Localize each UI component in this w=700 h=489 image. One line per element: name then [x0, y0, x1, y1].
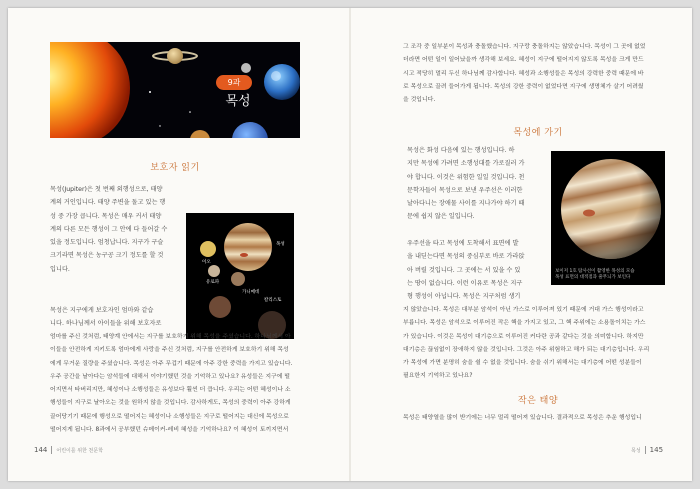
text-line: 계의 거인입니다. 태양 주변을 돌고 있는 행 — [50, 199, 166, 207]
text-line — [407, 224, 545, 237]
paragraph-1 — [50, 183, 182, 276]
figure-label-callisto: 칼리스토 — [264, 298, 282, 303]
text-line: 부릅니다. 목성은 암석으로 이루어진 작은 핵을 가지고 있고, 그 핵 주위에는 소용돌이치는 가스 — [403, 320, 646, 327]
text-line: 야 합니다. 이것은 위험한 일일 것입니다. 천 — [407, 173, 525, 181]
text-line: 엄마를 주신 것처럼, 태양계 안에서는 지구를 보호하기 위해 목성을 주셨습니다. 하나님께서 아 — [50, 334, 291, 340]
page-title: 목성 — [225, 94, 251, 109]
figure-label-europa: 유로파 — [206, 280, 220, 285]
photo-caption — [555, 269, 661, 281]
text-line: 시고 적당히 멀리 두신 하나님께 감사합니다. 혜성과 소행성들은 목성의 강력한 중력 때문에 바 — [403, 70, 644, 77]
text-line: 크기라면 목성은 농구공 크기 정도를 할 것 — [50, 252, 164, 260]
lesson-badge: 9과 — [216, 75, 252, 90]
jupiter-moons-figure — [186, 213, 294, 339]
text-line: 그 조각 중 일부분이 목성과 충돌했습니다. 지구랑 충돌하지는 않았습니다. 목성이 그 곳에 없었 — [403, 44, 646, 50]
text-line: 대기층은 끊임없이 장애하지 않을 것입니다. 그것은 아주 위험하고 해가 되는 대기층입니다. 우리 — [403, 346, 650, 353]
section-heading: 작은 태양 — [517, 396, 559, 406]
text-line: 니다. 하나님께서 아이들을 위해 보호자로 — [50, 320, 162, 328]
caption-line: 보이저 1호 탐사선이 촬영한 목성의 모습 — [555, 269, 635, 274]
page-number: 144 — [34, 446, 48, 454]
text-line: 입니다. — [50, 265, 70, 273]
text-line: 날아다니는 장애물 사이를 지나가야 하기 때 — [407, 200, 525, 208]
figure-label-io: 이오 — [202, 260, 211, 265]
text-line: 우주선을 타고 목성에 도착해서 표면에 발 — [407, 240, 519, 248]
right-footer — [631, 446, 663, 454]
text-line: 행성들이 지구로 날아오는 것을 원하지 않을 것입니다. 감사하게도, 목성의 중력이 아주 강하게 — [50, 400, 291, 407]
text-line: 을 것입니다. — [403, 97, 436, 104]
section-heading: 목성에 가기 — [513, 128, 563, 138]
left-footer — [34, 446, 103, 454]
section-1-paragraph — [407, 144, 545, 304]
figure-label-jupiter: 목성 — [276, 242, 285, 247]
text-line: 끌어당기기 때문에 행성으로 떨어지는 혜성이나 소행성들은 지구로 떨어지는 대신에 목성으로 — [50, 413, 289, 420]
text-line: 필요한지 기억하고 있나요? — [403, 373, 473, 380]
text-line: 가 있습니다. 이것은 목성이 대기층으로 이루어진 커다란 공과 같다는 것을 의미합니다. 하지만 — [403, 333, 644, 340]
section-heading: 보호자 읽기 — [150, 163, 200, 173]
jupiter-photo — [551, 151, 665, 285]
right-page — [351, 8, 691, 481]
paragraph-2-full — [50, 331, 320, 437]
text-line: 목성은 태양열을 많이 받기에는 너무 멀리 떨어져 있습니다. 결과적으로 목성은 추운 행성입니 — [403, 415, 642, 421]
text-line: 어지면서 타버리지만, 혜성이나 소행성들은 유성보다 훨씬 더 큽니다. 우리는 어떤 혜성이나 소 — [50, 387, 291, 394]
text-line: 더라면 어떤 일이 일어났을까 생각해 보세요. 혜성이 지구에 떨어지지 않도록 목성을 크게 만드 — [403, 57, 644, 64]
text-line: 이들을 안전하게 지키도록 엄마에게 사랑을 주신 것처럼, 지구를 안전하게 보호하기 위해 목성 — [50, 347, 289, 354]
text-line: 계의 다른 모든 행성이 그 안에 다 들어갈 수 — [50, 225, 168, 233]
left-page — [8, 8, 348, 481]
book-title: 어린이를 위한 천문학 — [56, 448, 104, 454]
text-line: 목성은 화성 다음에 있는 행성입니다. 하 — [407, 147, 515, 154]
text-line: 문에 쉽지 않은 일입니다. — [407, 213, 475, 221]
text-line: 을 내딛는다면 목성의 중심부로 바로 가라앉 — [407, 253, 525, 261]
text-line: 성 중 가장 큽니다. 목성은 매우 커서 태양 — [50, 212, 162, 220]
text-line: 가 목성에 가면 분명히 숨을 쉴 수 없을 것입니다. 숨을 쉬기 위해서는 대기층에 어떤 성분들이 — [403, 360, 642, 367]
text-line: 떨어지게 됩니다. 8과에서 공부했던 슈메이커-레비 혜성을 기억하나요? 이 혜성이 토끼지면서 — [50, 427, 289, 434]
text-line: 아 버릴 것입니다. 그 곳에는 서 있을 수 있 — [407, 266, 521, 274]
chapter-label: 목성 — [631, 448, 641, 454]
text-line: 로 목성으로 끌려 들어가게 됩니다. 목성의 강한 중력이 없었다면 지구에 생명체가 살기 어려웠 — [403, 83, 644, 90]
text-line: 에게 무거운 질량을 주셨습니다. 목성은 아주 무겁기 때문에 아주 강한 중력을 가지고 있습니다. — [50, 360, 293, 367]
text-line: 목성(Jupiter)은 첫 번째 외행성으로, 태양 — [50, 186, 163, 193]
text-line: 지 않았습니다. 목성은 대부분 암석이 아닌 가스로 이루어져 있기 때문에 거대 가스 행성이라고 — [403, 307, 644, 313]
text-line: 목성은 지구에게 보호자인 엄마와 같습 — [50, 307, 154, 314]
figure-label-ganymede: 가니메데 — [242, 290, 260, 295]
text-line: 우주 공간을 날아다는 암석들에 대해서 이야기했던 것을 기억하고 있나요? 유성들은 지구에 떨 — [50, 373, 290, 380]
text-line: 있을 정도입니다. 엄청납니다. 지구가 구슬 — [50, 239, 164, 247]
paragraph-2-start — [50, 304, 182, 331]
text-line: 형 행성이 아닙니다. 목성은 지구처럼 생기 — [407, 293, 521, 301]
text-line: 지만 목성에 가려면 소행성대를 가로질러 가 — [407, 160, 525, 168]
section-2-paragraph — [403, 412, 673, 425]
jupiter-photo-illustration — [551, 151, 665, 285]
section-1-full-paragraph — [403, 304, 673, 384]
page-number: 145 — [649, 446, 664, 454]
text-line: 는 땅이 없습니다. 이런 이유로 목성은 지구 — [407, 279, 523, 287]
book-spread — [8, 8, 692, 481]
jupiter-moons-illustration — [186, 213, 294, 339]
caption-line: 목성 표면의 대적점과 줄무늬가 보인다 — [555, 275, 631, 280]
right-top-paragraph — [403, 41, 673, 107]
hero-banner-image — [50, 42, 300, 138]
text-line: 문학자들이 목성으로 보낸 우주선은 이러한 — [407, 186, 523, 194]
